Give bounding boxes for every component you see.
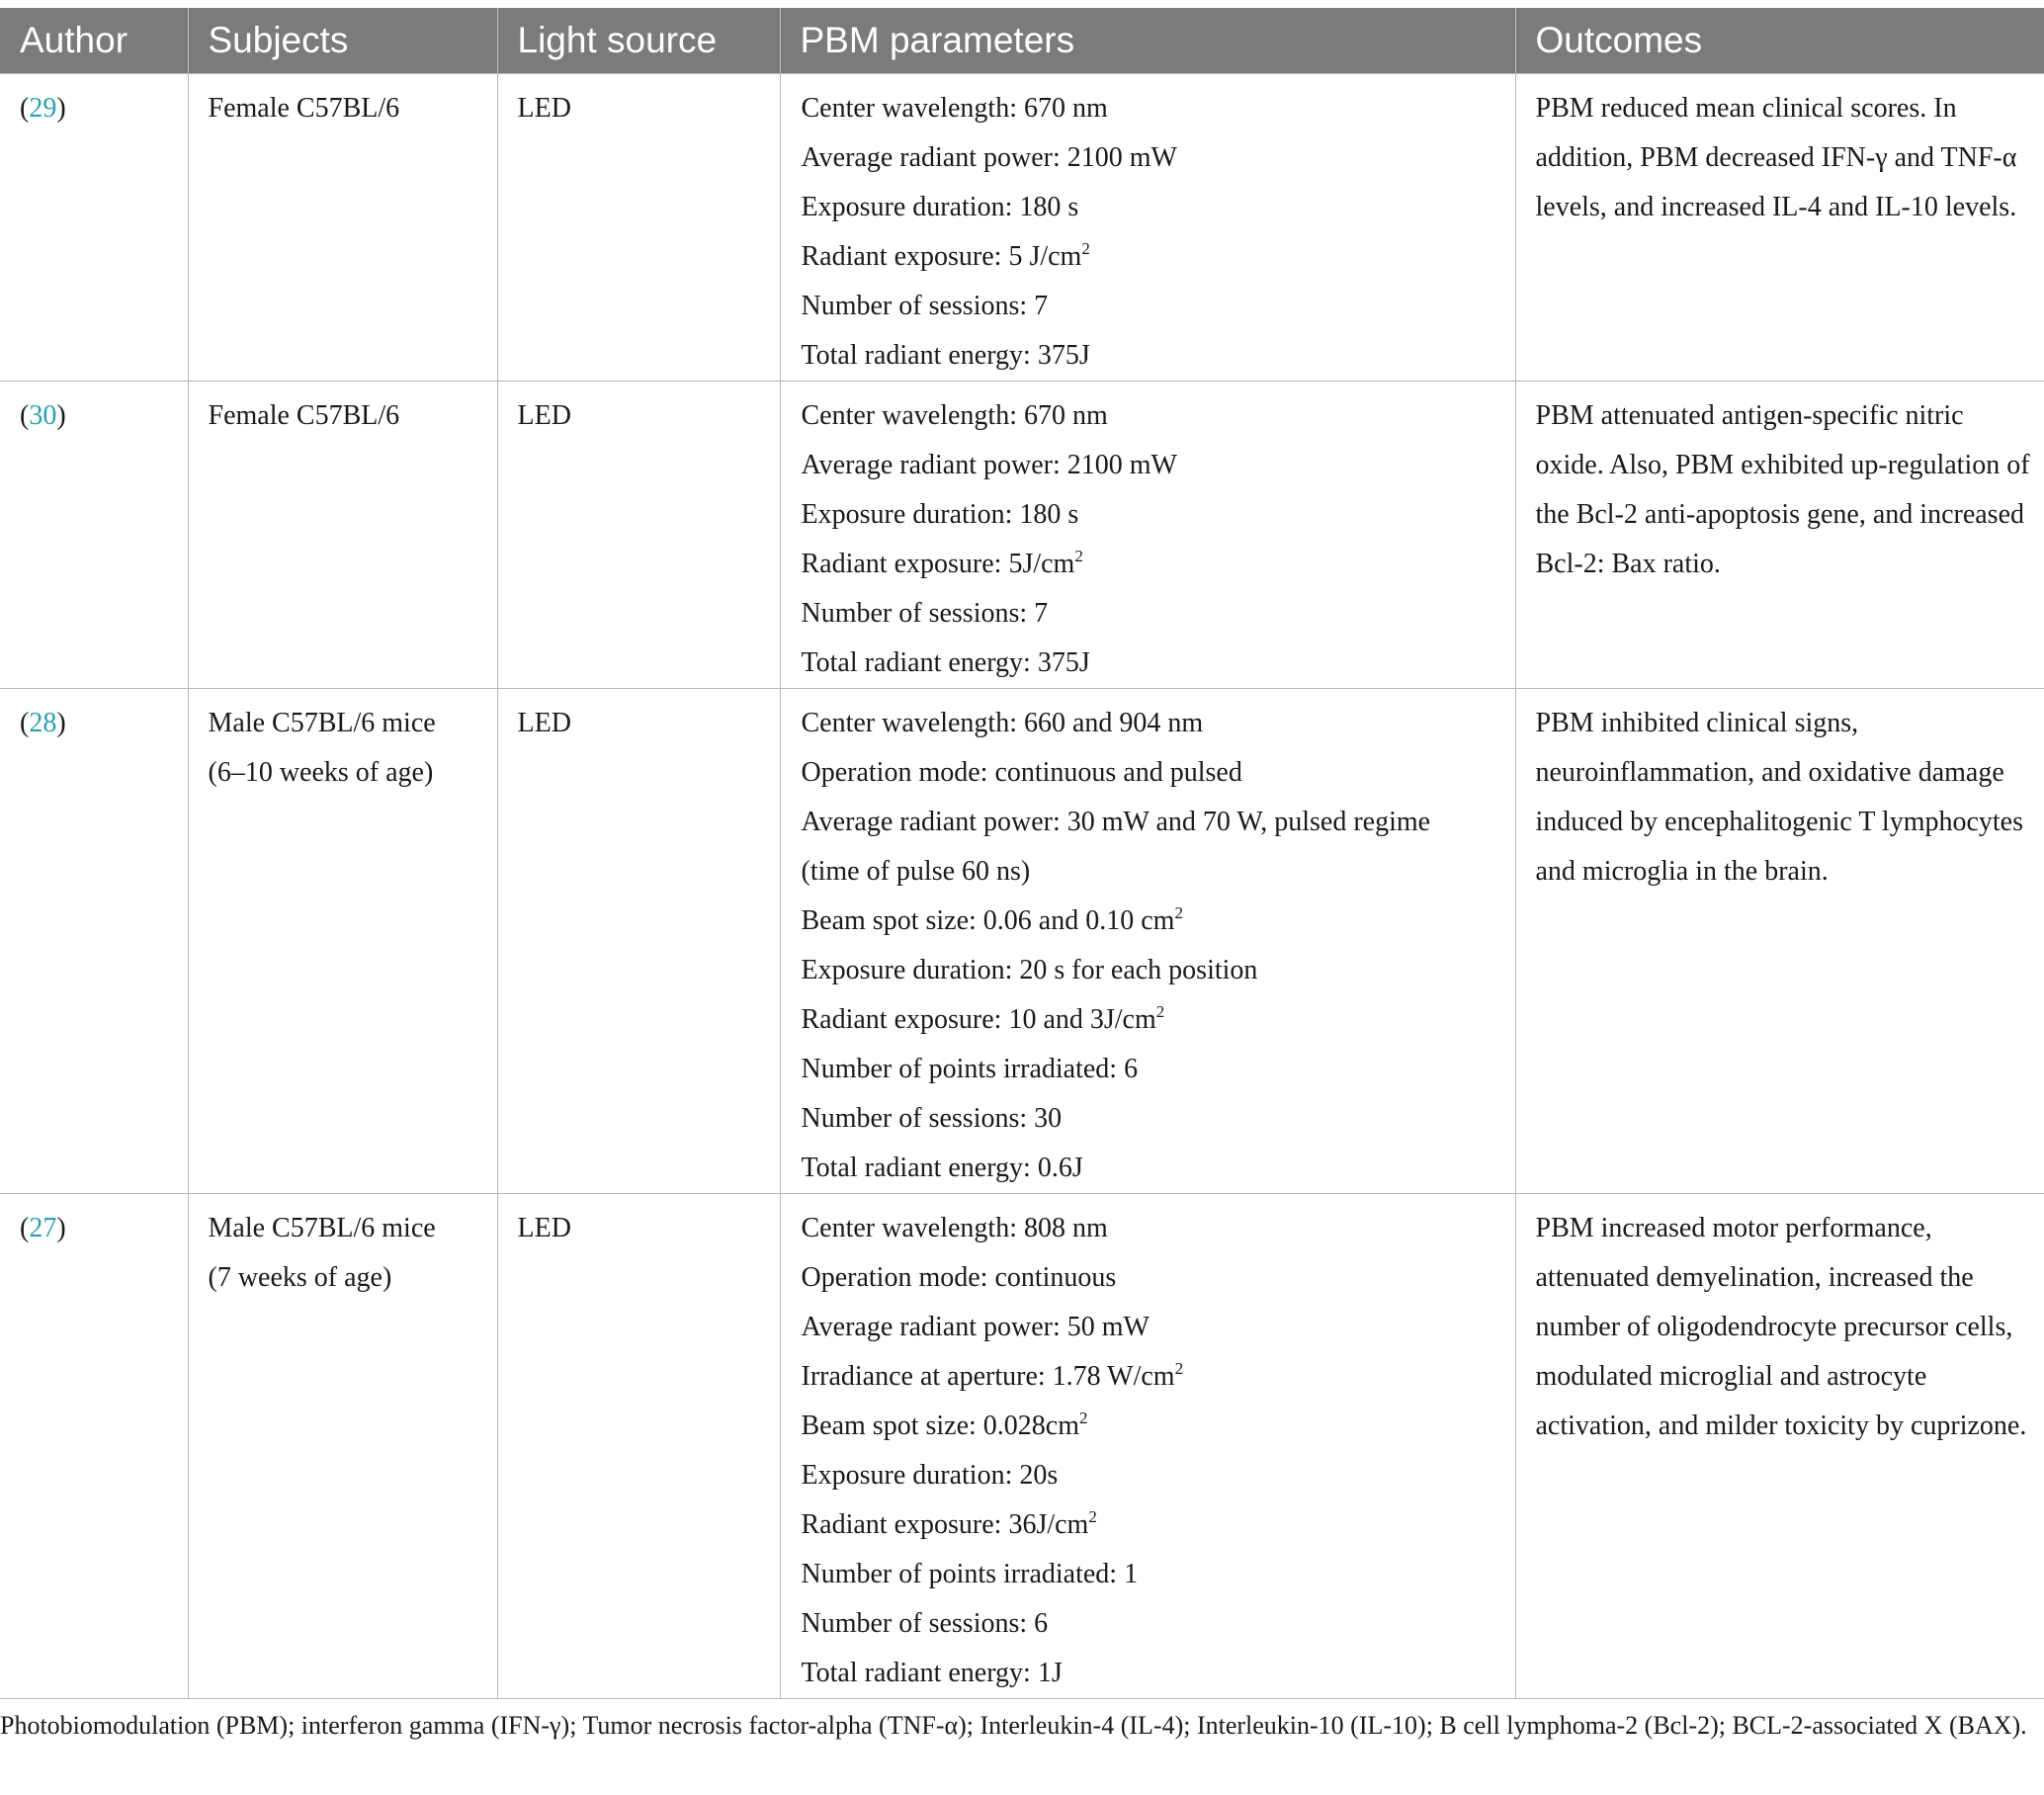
superscript: 2 <box>1174 903 1183 922</box>
table-row <box>0 74 2044 382</box>
param-line: Exposure duration: 180 s <box>801 499 1079 530</box>
subjects-line: (7 weeks of age) <box>208 1262 392 1293</box>
param-line: Number of points irradiated: 1 <box>801 1559 1139 1589</box>
param-line: Center wavelength: 808 nm <box>801 1213 1108 1243</box>
param-line: Exposure duration: 20 s for each position <box>801 955 1258 985</box>
param-line: Average radiant power: 2100 mW <box>801 142 1177 173</box>
subjects-line: (6–10 weeks of age) <box>208 757 434 788</box>
param-line: Operation mode: continuous and pulsed <box>801 757 1242 788</box>
outcome-cell: PBM reduced mean clinical scores. In addition, PBM decreased IFN-γ and TNF-α levels, and increased IL-4 and IL-10 levels. <box>1515 74 2044 382</box>
parameters-cell <box>780 382 1515 689</box>
param-line: Number of points irradiated: 6 <box>801 1054 1139 1084</box>
param-text: Radiant exposure: 5 J/cm <box>801 241 1082 272</box>
param-line: Total radiant energy: 0.6J <box>801 1153 1083 1183</box>
param-line: Total radiant energy: 1J <box>801 1658 1063 1688</box>
param-text: Radiant exposure: 10 and 3J/cm <box>801 1004 1156 1035</box>
param-line: Center wavelength: 670 nm <box>801 93 1108 124</box>
reference-link[interactable]: 30 <box>29 400 57 431</box>
outcome-cell: PBM inhibited clinical signs, neuroinflammation, and oxidative damage induced by encephalitogenic T lymphocytes and microglia in the brain. <box>1515 689 2044 1194</box>
param-line: Average radiant power: 2100 mW <box>801 450 1177 480</box>
light-source-cell: LED <box>497 1194 780 1699</box>
author-cell: (27) <box>0 1194 188 1699</box>
header-pbm-parameters: PBM parameters <box>780 8 1515 74</box>
subjects-line: Male C57BL/6 mice <box>208 1213 436 1243</box>
param-text: Irradiance at aperture: 1.78 W/cm <box>801 1361 1175 1392</box>
subjects-cell <box>188 382 497 689</box>
param-line: Total radiant energy: 375J <box>801 340 1090 371</box>
light-source-cell: LED <box>497 689 780 1194</box>
param-line-with-superscript <box>802 1402 1495 1451</box>
subjects-cell <box>188 1194 497 1699</box>
param-text: Beam spot size: 0.028cm <box>801 1410 1080 1441</box>
superscript: 2 <box>1074 547 1083 565</box>
superscript: 2 <box>1088 1507 1097 1526</box>
param-line: Average radiant power: 50 mW <box>801 1312 1150 1342</box>
param-line-with-superscript <box>802 1352 1495 1402</box>
param-line-with-superscript <box>802 540 1495 589</box>
reference-link[interactable]: 28 <box>29 708 57 738</box>
table-header-row <box>0 8 2044 74</box>
superscript: 2 <box>1079 1409 1088 1427</box>
subjects-line: Male C57BL/6 mice <box>208 708 436 738</box>
author-cell: (30) <box>0 382 188 689</box>
subjects-line: Female C57BL/6 <box>208 93 400 124</box>
reference-link[interactable]: 29 <box>29 93 57 124</box>
param-line: (time of pulse 60 ns) <box>801 856 1031 887</box>
outcome-cell: PBM increased motor performance, attenuated demyelination, increased the number of oligodendrocyte precursor cells, modulated microglial and astrocyte activation, and milder toxicity by cuprizone. <box>1515 1194 2044 1699</box>
parameters-cell <box>780 689 1515 1194</box>
param-line-with-superscript <box>802 1500 1495 1550</box>
table-row <box>0 382 2044 689</box>
param-line: Average radiant power: 30 mW and 70 W, pulsed regime <box>801 807 1431 837</box>
header-subjects: Subjects <box>188 8 497 74</box>
param-text: Beam spot size: 0.06 and 0.10 cm <box>801 905 1175 936</box>
param-line-with-superscript <box>802 995 1495 1045</box>
table-row <box>0 689 2044 1194</box>
subjects-line: Female C57BL/6 <box>208 400 400 431</box>
param-line: Operation mode: continuous <box>801 1262 1117 1293</box>
param-line: Number of sessions: 30 <box>801 1103 1063 1134</box>
parameters-cell <box>780 74 1515 382</box>
light-source-cell: LED <box>497 74 780 382</box>
outcome-cell: PBM attenuated antigen-specific nitric oxide. Also, PBM exhibited up-regulation of the Bcl-2 anti-apoptosis gene, and increased Bcl-2: Bax ratio. <box>1515 382 2044 689</box>
param-line: Exposure duration: 180 s <box>801 192 1079 222</box>
param-line: Number of sessions: 7 <box>801 291 1049 321</box>
subjects-cell <box>188 689 497 1194</box>
param-line-with-superscript <box>802 232 1495 282</box>
param-line: Number of sessions: 7 <box>801 598 1049 629</box>
header-author: Author <box>0 8 188 74</box>
param-line: Total radiant energy: 375J <box>801 647 1090 678</box>
param-line: Exposure duration: 20s <box>801 1460 1059 1491</box>
header-outcomes: Outcomes <box>1515 8 2044 74</box>
param-text: Radiant exposure: 36J/cm <box>801 1509 1089 1540</box>
param-line: Center wavelength: 660 and 904 nm <box>801 708 1204 738</box>
superscript: 2 <box>1174 1359 1184 1378</box>
param-line-with-superscript <box>802 897 1495 946</box>
author-cell: (29) <box>0 74 188 382</box>
superscript: 2 <box>1081 239 1090 258</box>
author-cell: (28) <box>0 689 188 1194</box>
light-source-cell: LED <box>497 382 780 689</box>
pbm-studies-table <box>0 8 2044 1699</box>
table-row <box>0 1194 2044 1699</box>
param-line: Center wavelength: 670 nm <box>801 400 1108 431</box>
reference-link[interactable]: 27 <box>29 1213 57 1243</box>
table-footnote: Photobiomodulation (PBM); interferon gamma (IFN-γ); Tumor necrosis factor-alpha (TNF-α); Interleukin-4 (IL-4); Interleukin-10 (IL-10); B cell lymphoma-2 (Bcl-2); BCL-2-associated X (BAX). <box>0 1711 2027 1740</box>
superscript: 2 <box>1155 1002 1165 1021</box>
param-line: Number of sessions: 6 <box>801 1608 1049 1639</box>
parameters-cell <box>780 1194 1515 1699</box>
subjects-cell <box>188 74 497 382</box>
header-light-source: Light source <box>497 8 780 74</box>
param-text: Radiant exposure: 5J/cm <box>801 549 1075 579</box>
